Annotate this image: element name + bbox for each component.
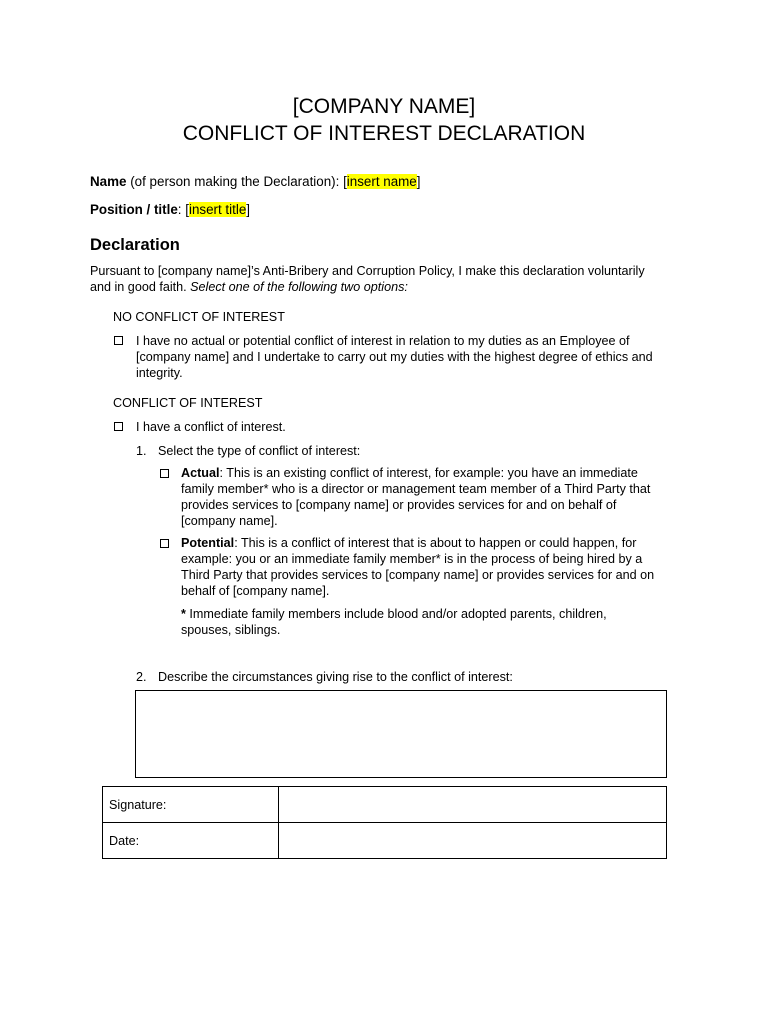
no-conflict-line: I have no actual or potential conflict of interest in relation to my duties as an Employee of [136,334,630,348]
potential-checkbox[interactable] [160,539,169,548]
no-conflict-checkbox[interactable] [114,336,123,345]
company-name-title: [COMPANY NAME] [292,95,476,118]
signature-table [102,786,667,859]
position-line [90,202,250,218]
circumstances-text-box[interactable] [135,690,667,778]
name-label: Name [90,174,127,189]
date-row [103,823,667,859]
position-close-bracket: ] [246,202,251,217]
intro-line-1: Pursuant to [company name]’s Anti-Bribery and Corruption Policy, I make this declaration voluntarily [90,264,645,278]
potential-label: Potential [181,536,235,550]
conflict-heading: CONFLICT OF INTEREST [113,396,263,410]
item-2-text: Describe the circumstances giving rise to the conflict of interest: [158,670,513,684]
name-hint: (of person making the Declaration): [ [126,174,347,189]
no-conflict-heading: NO CONFLICT OF INTEREST [113,310,285,324]
actual-option: Actual: This is an existing conflict of interest, for example: you have an immediate family member* who is a director or management team member of a Third Party that provides services to [company name] or provides services for and on behalf of [company name]. [181,466,651,528]
date-label: Date: [103,823,279,859]
intro-line-2: and in good faith. Select one of the following two options: [90,280,408,294]
name-line [90,174,421,190]
actual-checkbox[interactable] [160,469,169,478]
actual-label: Actual [181,466,220,480]
conflict-statement: I have a conflict of interest. [136,420,286,434]
item-1-number: 1. [136,444,147,458]
date-field[interactable] [279,823,667,859]
name-close-bracket: ] [416,174,421,189]
position-label: Position / title [90,202,178,217]
intro-instruction: Select one of the following two options: [190,280,408,294]
declaration-heading: Declaration [90,236,180,254]
signature-row [103,787,667,823]
footnote-star: * [181,607,186,621]
declaration-intro [90,263,690,295]
potential-option: Potential: This is a conflict of interest that is about to happen or could happen, for example: you or an immediate family member* is in the process of being hired by a Third Party that provides services to [company name] or provides services for and on behalf of [company name]. [181,536,655,598]
signature-label: Signature: [103,787,279,823]
document-title: CONFLICT OF INTEREST DECLARATION [182,122,586,145]
name-placeholder[interactable]: insert name [346,174,417,189]
title-placeholder[interactable]: insert title [188,202,247,217]
position-colon: : [ [177,202,189,217]
no-conflict-line: [company name] and I undertake to carry out my duties with the highest degree of ethics and [136,350,653,364]
no-conflict-statement [136,333,696,381]
conflict-checkbox[interactable] [114,422,123,431]
family-footnote: * Immediate family members include blood and/or adopted parents, children, spouses, siblings. [181,607,607,637]
item-2-number: 2. [136,670,147,684]
signature-field[interactable] [279,787,667,823]
item-1-text: Select the type of conflict of interest: [158,444,361,458]
no-conflict-line: integrity. [136,366,183,380]
